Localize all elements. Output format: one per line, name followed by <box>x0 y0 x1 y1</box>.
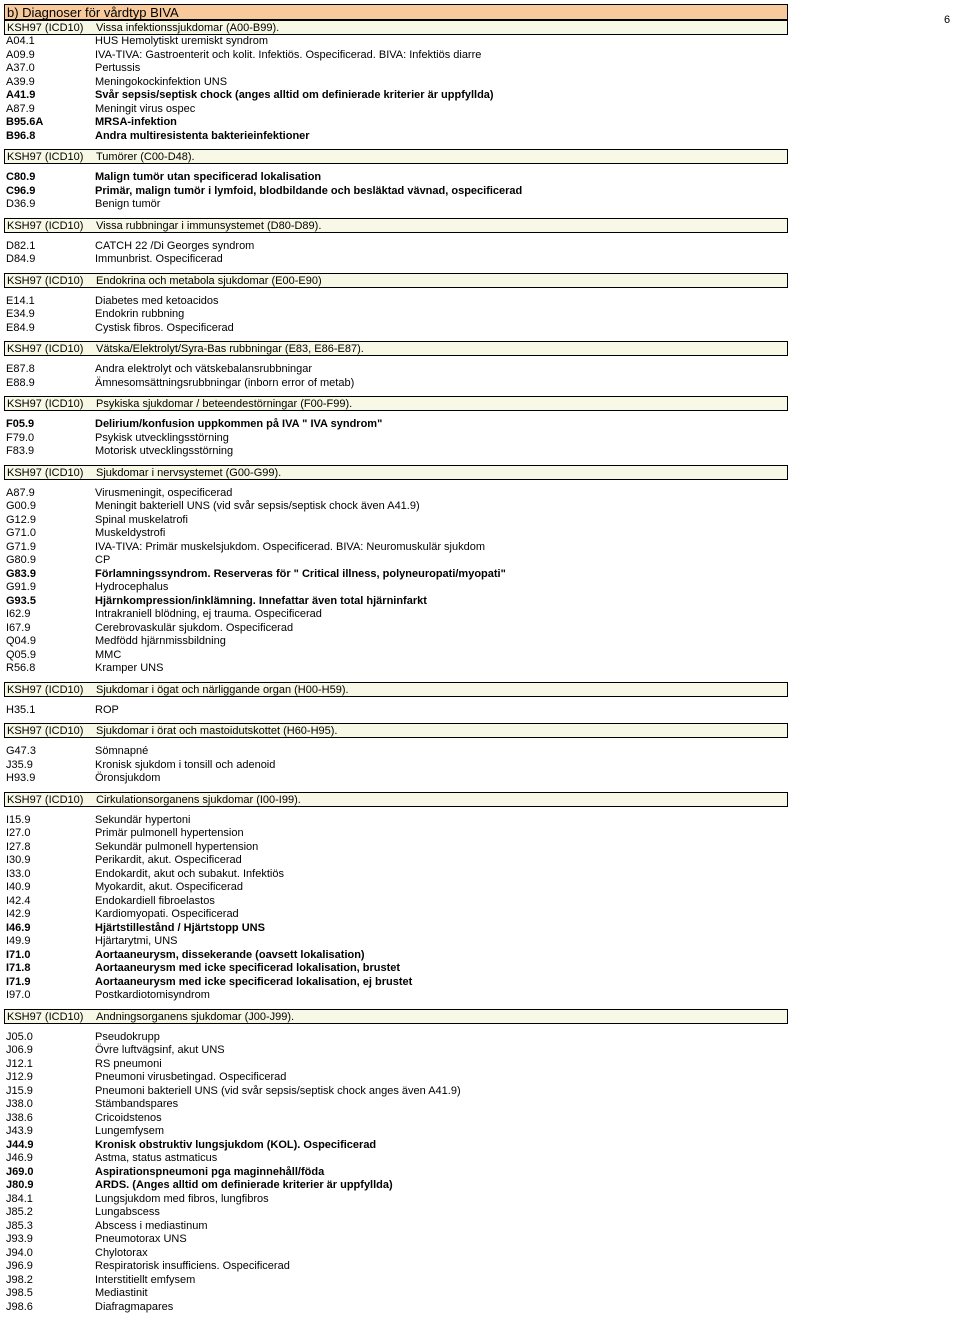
diagnosis-code: G00.9 <box>6 500 36 512</box>
section-heading: Vissa infektionssjukdomar (A00-B99). <box>96 22 280 34</box>
diagnosis-document <box>4 4 788 1314</box>
diagnosis-text: Stämbandspares <box>95 1098 179 1110</box>
section-header <box>4 149 788 164</box>
diagnosis-text: Spinal muskelatrofi <box>95 513 188 526</box>
diagnosis-row <box>4 1274 788 1288</box>
section-header <box>4 341 788 356</box>
diagnosis-code: I15.9 <box>6 813 31 826</box>
diagnosis-row <box>4 554 788 568</box>
spacer <box>4 697 788 704</box>
diagnosis-row <box>4 527 788 541</box>
section-heading: Sjukdomar i nervsystemet (G00-G99). <box>96 466 282 479</box>
diagnosis-row <box>4 759 788 773</box>
diagnosis-code: J98.2 <box>6 1273 33 1286</box>
section-heading: Endokrina och metabola sjukdomar (E00-E90) <box>96 274 322 287</box>
diagnosis-code: R56.8 <box>6 662 36 674</box>
section-header <box>4 1009 788 1024</box>
diagnosis-code: F05.9 <box>6 418 35 430</box>
diagnosis-row <box>4 1112 788 1126</box>
diagnosis-text: Pneumoni bakteriell UNS (vid svår sepsis/septisk chock anges även A41.9) <box>95 1084 461 1097</box>
diagnosis-row <box>4 949 788 963</box>
diagnosis-text: Aortaaneurysm med icke specificerad lokalisation, brustet <box>95 962 401 974</box>
diagnosis-row <box>4 1058 788 1072</box>
diagnosis-text: Andra multiresistenta bakterieinfektioner <box>95 129 310 142</box>
diagnosis-row <box>4 827 788 841</box>
diagnosis-row <box>4 635 788 649</box>
diagnosis-text: Sekundär pulmonell hypertension <box>95 840 259 853</box>
diagnosis-code: I33.0 <box>6 867 31 880</box>
diagnosis-row <box>4 541 788 555</box>
diagnosis-text: ARDS. (Anges alltid om definierade kriterier är uppfyllda) <box>95 1179 393 1191</box>
spacer <box>4 164 788 171</box>
diagnosis-code: A37.0 <box>6 62 35 74</box>
diagnosis-code: E88.9 <box>6 376 35 389</box>
diagnosis-row <box>4 976 788 990</box>
diagnosis-code: J38.0 <box>6 1098 33 1110</box>
diagnosis-code: I46.9 <box>6 921 31 934</box>
diagnosis-row <box>4 418 788 432</box>
diagnosis-code: J69.0 <box>6 1165 34 1178</box>
diagnosis-row <box>4 962 788 976</box>
diagnosis-row <box>4 1044 788 1058</box>
diagnosis-row <box>4 935 788 949</box>
sections-container <box>4 20 788 1314</box>
diagnosis-code: J06.9 <box>6 1044 33 1056</box>
diagnosis-row <box>4 1152 788 1166</box>
diagnosis-code: G71.0 <box>6 527 36 539</box>
diagnosis-row <box>4 198 788 212</box>
diagnosis-row <box>4 322 788 336</box>
diagnosis-text: Cricoidstenos <box>95 1111 162 1124</box>
diagnosis-code: J85.2 <box>6 1206 33 1218</box>
section-heading: Tumörer (C00-D48). <box>96 151 195 163</box>
spacer <box>4 233 788 240</box>
page-number: 6 <box>944 14 951 26</box>
diagnosis-text: Primär pulmonell hypertension <box>95 827 244 839</box>
spacer <box>4 807 788 814</box>
diagnosis-row <box>4 1125 788 1139</box>
diagnosis-code: J12.9 <box>6 1071 33 1083</box>
diagnosis-code: G93.5 <box>6 594 36 607</box>
spacer <box>4 1024 788 1031</box>
diagnosis-code: I67.9 <box>6 621 31 634</box>
diagnosis-text: Endokardit, akut och subakut. Infektiös <box>95 867 284 880</box>
diagnosis-row <box>4 662 788 676</box>
diagnosis-code: J96.9 <box>6 1260 33 1272</box>
diagnosis-code: J38.6 <box>6 1111 33 1124</box>
section-heading: Andningsorganens sjukdomar (J00-J99). <box>96 1010 295 1023</box>
diagnosis-row <box>4 116 788 130</box>
diagnosis-text: Hjärnkompression/inklämning. Innefattar även total hjärninfarkt <box>95 594 427 607</box>
diagnosis-text: HUS Hemolytiskt uremiskt syndrom <box>95 35 268 47</box>
diagnosis-text: Lungsjukdom med fibros, lungfibros <box>95 1192 269 1205</box>
diagnosis-code: G80.9 <box>6 554 36 566</box>
diagnosis-text: Lungabscess <box>95 1206 160 1218</box>
diagnosis-row <box>4 308 788 322</box>
diagnosis-code: C96.9 <box>6 184 36 197</box>
diagnosis-row <box>4 500 788 514</box>
diagnosis-row <box>4 745 788 759</box>
diagnosis-code: J85.3 <box>6 1219 33 1232</box>
diagnosis-code: A87.9 <box>6 486 35 499</box>
diagnosis-row <box>4 1206 788 1220</box>
diagnosis-code: Q05.9 <box>6 648 36 661</box>
diagnosis-row <box>4 487 788 501</box>
diagnosis-text: Hjärtstillestånd / Hjärtstopp UNS <box>95 921 265 934</box>
diagnosis-text: Hydrocephalus <box>95 581 169 593</box>
diagnosis-text: Pertussis <box>95 62 141 74</box>
diagnosis-row <box>4 1166 788 1180</box>
section-header <box>4 396 788 411</box>
diagnosis-code: C80.9 <box>6 171 36 183</box>
diagnosis-code: F79.0 <box>6 431 35 444</box>
diagnosis-code: D36.9 <box>6 198 36 210</box>
section-code-label: KSH97 (ICD10) <box>7 398 84 410</box>
diagnosis-row <box>4 432 788 446</box>
diagnosis-row <box>4 568 788 582</box>
diagnosis-code: A87.9 <box>6 102 35 115</box>
diagnosis-text: Diabetes med ketoacidos <box>95 294 219 307</box>
diagnosis-text: Endokardiell fibroelastos <box>95 894 215 907</box>
diagnosis-text: Immunbrist. Ospecificerad <box>95 253 223 265</box>
diagnosis-code: I49.9 <box>6 935 31 947</box>
diagnosis-code: I42.4 <box>6 894 31 907</box>
section-heading: Psykiska sjukdomar / beteendestörningar (F00-F99). <box>96 398 353 410</box>
section-code-label: KSH97 (ICD10) <box>7 22 84 34</box>
diagnosis-row <box>4 363 788 377</box>
section-header <box>4 792 788 807</box>
diagnosis-row <box>4 62 788 76</box>
diagnosis-text: Aspirationspneumoni pga maginnehåll/föda <box>95 1165 325 1178</box>
diagnosis-text: Benign tumör <box>95 198 161 210</box>
diagnosis-row <box>4 1071 788 1085</box>
section-header <box>4 273 788 288</box>
diagnosis-code: G83.9 <box>6 567 36 580</box>
diagnosis-row <box>4 514 788 528</box>
diagnosis-text: Sekundär hypertoni <box>95 813 191 826</box>
diagnosis-text: Virusmeningit, ospecificerad <box>95 486 233 499</box>
section-heading: Sjukdomar i ögat och närliggande organ (H00-H59). <box>96 683 349 696</box>
diagnosis-text: IVA-TIVA: Primär muskelsjukdom. Ospecificerad. BIVA: Neuromuskulär sjukdom <box>95 540 486 553</box>
diagnosis-code: I97.0 <box>6 989 31 1001</box>
diagnosis-text: CP <box>95 554 111 566</box>
diagnosis-code: I71.9 <box>6 975 31 988</box>
section-heading: Vätska/Elektrolyt/Syra-Bas rubbningar (E83, E86-E87). <box>96 343 364 355</box>
diagnosis-code: J43.9 <box>6 1125 33 1137</box>
diagnosis-row <box>4 908 788 922</box>
diagnosis-code: E87.8 <box>6 363 35 375</box>
diagnosis-code: G91.9 <box>6 581 36 593</box>
section-code-label: KSH97 (ICD10) <box>7 683 84 696</box>
diagnosis-row <box>4 1098 788 1112</box>
diagnosis-text: Cerebrovaskulär sjukdom. Ospecificerad <box>95 621 294 634</box>
diagnosis-text: Meningit virus ospec <box>95 102 196 115</box>
diagnosis-row <box>4 171 788 185</box>
diagnosis-text: MRSA-infektion <box>95 116 177 128</box>
diagnosis-text: MMC <box>95 648 122 661</box>
section-code-label: KSH97 (ICD10) <box>7 1010 84 1023</box>
section-code-label: KSH97 (ICD10) <box>7 725 84 737</box>
section-header <box>4 682 788 697</box>
diagnosis-code: J94.0 <box>6 1246 33 1259</box>
diagnosis-code: G47.3 <box>6 745 36 757</box>
diagnosis-text: Endokrin rubbning <box>95 308 185 320</box>
diagnosis-text: Hjärtarytmi, UNS <box>95 935 178 947</box>
diagnosis-text: Lungemfysem <box>95 1125 165 1137</box>
diagnosis-text: Ämnesomsättningsrubbningar (inborn error of metab) <box>95 376 355 389</box>
diagnosis-text: Myokardit, akut. Ospecificerad <box>95 881 243 893</box>
diagnosis-code: I30.9 <box>6 854 31 866</box>
diagnosis-text: Postkardiotomisyndrom <box>95 989 210 1001</box>
diagnosis-code: J98.5 <box>6 1287 33 1299</box>
diagnosis-row <box>4 868 788 882</box>
diagnosis-text: Abscess i mediastinum <box>95 1219 208 1232</box>
spacer <box>4 411 788 418</box>
diagnosis-text: Chylotorax <box>95 1246 148 1259</box>
diagnosis-code: J44.9 <box>6 1138 34 1151</box>
diagnosis-code: I71.0 <box>6 948 31 961</box>
section-code-label: KSH97 (ICD10) <box>7 793 84 806</box>
diagnosis-code: H35.1 <box>6 703 36 716</box>
diagnosis-code: I71.8 <box>6 962 31 974</box>
spacer <box>4 356 788 363</box>
diagnosis-text: CATCH 22 /Di Georges syndrom <box>95 239 255 252</box>
diagnosis-code: H93.9 <box>6 772 36 784</box>
diagnosis-row <box>4 76 788 90</box>
diagnosis-text: Perikardit, akut. Ospecificerad <box>95 854 242 866</box>
diagnosis-code: E84.9 <box>6 321 35 334</box>
section-header <box>4 723 788 738</box>
diagnosis-row <box>4 35 788 49</box>
diagnosis-code: J93.9 <box>6 1233 33 1245</box>
diagnosis-code: J98.6 <box>6 1300 33 1313</box>
diagnosis-row <box>4 445 788 459</box>
diagnosis-code: D82.1 <box>6 239 36 252</box>
diagnosis-text: Motorisk utvecklingsstörning <box>95 445 234 457</box>
diagnosis-code: Q04.9 <box>6 635 36 647</box>
diagnosis-row <box>4 295 788 309</box>
diagnosis-row <box>4 49 788 63</box>
diagnosis-row <box>4 1287 788 1301</box>
diagnosis-row <box>4 1247 788 1261</box>
diagnosis-text: Kramper UNS <box>95 662 164 674</box>
diagnosis-row <box>4 1085 788 1099</box>
diagnosis-text: Mediastinit <box>95 1287 148 1299</box>
diagnosis-row <box>4 130 788 144</box>
diagnosis-code: J80.9 <box>6 1179 34 1191</box>
diagnosis-code: A39.9 <box>6 75 35 88</box>
diagnosis-text: Primär, malign tumör i lymfoid, blodbildande och besläktad vävnad, ospecificerad <box>95 184 523 197</box>
diagnosis-row <box>4 895 788 909</box>
section-heading: Cirkulationsorganens sjukdomar (I00-I99). <box>96 793 301 806</box>
diagnosis-code: I27.8 <box>6 840 31 853</box>
diagnosis-code: B96.8 <box>6 129 36 142</box>
diagnosis-code: B95.6A <box>6 116 44 128</box>
diagnosis-row <box>4 185 788 199</box>
diagnosis-code: G12.9 <box>6 513 36 526</box>
diagnosis-text: ROP <box>95 703 119 716</box>
diagnosis-text: IVA-TIVA: Gastroenterit och kolit. Infektiös. Ospecificerad. BIVA: Infektiös diarre <box>95 48 482 61</box>
diagnosis-row <box>4 772 788 786</box>
diagnosis-code: E14.1 <box>6 294 35 307</box>
diagnosis-code: I62.9 <box>6 608 31 620</box>
diagnosis-row <box>4 103 788 117</box>
diagnosis-text: Övre luftvägsinf, akut UNS <box>95 1044 225 1056</box>
section-code-label: KSH97 (ICD10) <box>7 343 84 355</box>
diagnosis-text: Pseudokrupp <box>95 1030 160 1043</box>
diagnosis-code: A09.9 <box>6 48 35 61</box>
spacer <box>4 738 788 745</box>
diagnosis-code: J05.0 <box>6 1030 33 1043</box>
diagnosis-row <box>4 704 788 718</box>
diagnosis-code: A04.1 <box>6 35 35 47</box>
diagnosis-row <box>4 649 788 663</box>
diagnosis-code: G71.9 <box>6 540 36 553</box>
diagnosis-code: A41.9 <box>6 89 36 101</box>
diagnosis-text: Medfödd hjärnmissbildning <box>95 635 226 647</box>
diagnosis-text: Diafragmapares <box>95 1300 174 1313</box>
diagnosis-row <box>4 253 788 267</box>
diagnosis-code: J84.1 <box>6 1192 33 1205</box>
section-code-label: KSH97 (ICD10) <box>7 151 84 163</box>
diagnosis-row <box>4 854 788 868</box>
section-code-label: KSH97 (ICD10) <box>7 466 84 479</box>
diagnosis-row <box>4 1301 788 1315</box>
diagnosis-text: Muskeldystrofi <box>95 527 166 539</box>
diagnosis-text: Kardiomyopati. Ospecificerad <box>95 908 239 920</box>
diagnosis-code: I40.9 <box>6 881 31 893</box>
diagnosis-code: J15.9 <box>6 1084 33 1097</box>
diagnosis-text: Öronsjukdom <box>95 772 161 784</box>
spacer <box>4 288 788 295</box>
section-code-label: KSH97 (ICD10) <box>7 274 84 287</box>
diagnosis-code: J35.9 <box>6 758 33 771</box>
section-header <box>4 465 788 480</box>
diagnosis-text: Meningit bakteriell UNS (vid svår sepsis/septisk chock även A41.9) <box>95 500 420 512</box>
diagnosis-row <box>4 1179 788 1193</box>
diagnosis-text: Kronisk sjukdom i tonsill och adenoid <box>95 758 276 771</box>
diagnosis-row <box>4 1260 788 1274</box>
diagnosis-text: Astma, status astmaticus <box>95 1152 218 1164</box>
section-header <box>4 218 788 233</box>
diagnosis-text: Aortaaneurysm, dissekerande (oavsett lokalisation) <box>95 948 365 961</box>
diagnosis-row <box>4 1139 788 1153</box>
diagnosis-text: Pneumoni virusbetingad. Ospecificerad <box>95 1071 287 1083</box>
diagnosis-row <box>4 581 788 595</box>
diagnosis-text: Respiratorisk insufficiens. Ospecificerad <box>95 1260 290 1272</box>
diagnosis-code: E34.9 <box>6 308 35 320</box>
diagnosis-text: Kronisk obstruktiv lungsjukdom (KOL). Ospecificerad <box>95 1138 377 1151</box>
diagnosis-code: D84.9 <box>6 253 36 265</box>
diagnosis-row <box>4 1031 788 1045</box>
section-heading: Vissa rubbningar i immunsystemet (D80-D89). <box>96 219 322 232</box>
diagnosis-text: Delirium/konfusion uppkommen på IVA " IVA syndrom" <box>95 418 383 430</box>
document-title: b) Diagnoser för vårdtyp BIVA <box>4 4 788 20</box>
diagnosis-code: F83.9 <box>6 445 35 457</box>
diagnosis-text: Andra elektrolyt och vätskebalansrubbningar <box>95 363 313 375</box>
diagnosis-row <box>4 922 788 936</box>
section-heading: Sjukdomar i örat och mastoidutskottet (H60-H95). <box>96 725 338 737</box>
diagnosis-row <box>4 881 788 895</box>
diagnosis-row <box>4 1233 788 1247</box>
diagnosis-text: Psykisk utvecklingsstörning <box>95 431 229 444</box>
diagnosis-row <box>4 841 788 855</box>
diagnosis-row <box>4 814 788 828</box>
diagnosis-text: Intrakraniell blödning, ej trauma. Ospecificerad <box>95 608 322 620</box>
diagnosis-row <box>4 595 788 609</box>
diagnosis-code: J12.1 <box>6 1057 33 1070</box>
diagnosis-text: Interstitiellt emfysem <box>95 1273 196 1286</box>
diagnosis-code: I27.0 <box>6 827 31 839</box>
diagnosis-text: Malign tumör utan specificerad lokalisation <box>95 171 322 183</box>
diagnosis-text: RS pneumoni <box>95 1057 162 1070</box>
diagnosis-text: Svår sepsis/septisk chock (anges alltid om definierade kriterier är uppfyllda) <box>95 89 494 101</box>
spacer <box>4 480 788 487</box>
diagnosis-row <box>4 989 788 1003</box>
diagnosis-row <box>4 622 788 636</box>
diagnosis-row <box>4 240 788 254</box>
diagnosis-text: Meningokockinfektion UNS <box>95 75 228 88</box>
diagnosis-text: Sömnapné <box>95 745 149 757</box>
diagnosis-text: Cystisk fibros. Ospecificerad <box>95 321 234 334</box>
section-code-label: KSH97 (ICD10) <box>7 219 84 232</box>
diagnosis-row <box>4 1193 788 1207</box>
diagnosis-row <box>4 608 788 622</box>
diagnosis-row <box>4 377 788 391</box>
section-header <box>4 20 788 35</box>
diagnosis-text: Pneumotorax UNS <box>95 1233 187 1245</box>
diagnosis-code: J46.9 <box>6 1152 33 1164</box>
diagnosis-row <box>4 1220 788 1234</box>
diagnosis-code: I42.9 <box>6 908 31 920</box>
diagnosis-text: Aortaaneurysm med icke specificerad lokalisation, ej brustet <box>95 975 413 988</box>
diagnosis-text: Förlamningssyndrom. Reserveras för " Critical illness, polyneuropati/myopati" <box>95 567 506 580</box>
diagnosis-row <box>4 89 788 103</box>
